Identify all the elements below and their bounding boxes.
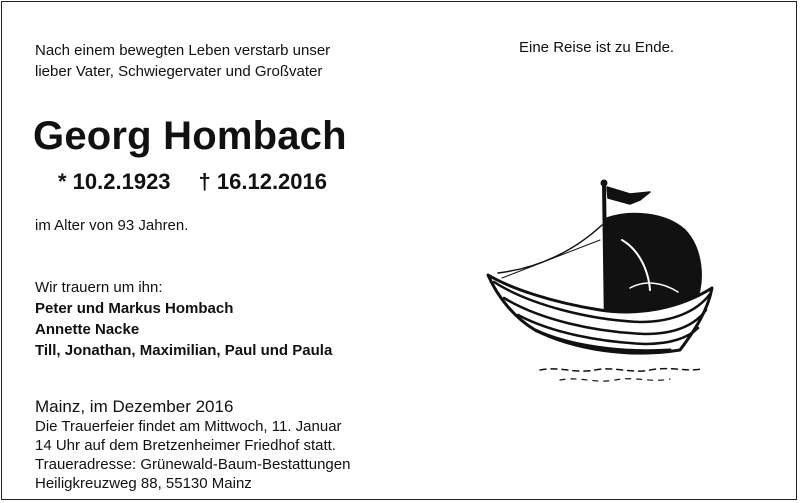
intro-text xyxy=(35,40,330,82)
intro-line-2: lieber Vater, Schwiegervater und Großvater xyxy=(35,63,323,80)
mast xyxy=(604,184,606,330)
motto-text: Eine Reise ist zu Ende. xyxy=(519,39,675,56)
funeral-details xyxy=(35,417,350,493)
mourners-heading: Wir trauern um ihn: xyxy=(35,279,163,296)
sailboat-drawing-icon xyxy=(480,170,730,390)
waves xyxy=(540,369,702,372)
mourner-name: Till, Jonathan, Maximilian, Paul und Paula xyxy=(35,342,333,359)
details-line: Heiligkreuzweg 88, 55130 Mainz xyxy=(35,475,252,492)
mourners-block xyxy=(35,277,332,361)
mourner-name: Annette Nacke xyxy=(35,321,140,338)
death-date: † 16.12.2016 xyxy=(198,169,328,194)
rigging xyxy=(498,225,602,273)
details-line: Die Trauerfeier findet am Mittwoch, 11. Januar xyxy=(35,418,342,435)
age-text: im Alter von 93 Jahren. xyxy=(35,217,189,234)
flag xyxy=(607,187,650,204)
life-dates xyxy=(58,168,327,196)
intro-line-1: Nach einem bewegten Leben verstarb unser xyxy=(35,42,331,59)
place-date: Mainz, im Dezember 2016 xyxy=(35,397,234,416)
details-line: Traueradresse: Grünewald-Baum-Bestattungen xyxy=(35,456,351,473)
mourner-name: Peter und Markus Hombach xyxy=(35,300,234,317)
birth-date: * 10.2.1923 xyxy=(58,169,171,194)
details-line: 14 Uhr auf dem Bretzenheimer Friedhof statt. xyxy=(35,437,336,454)
deceased-name: Georg Hombach xyxy=(33,114,347,158)
